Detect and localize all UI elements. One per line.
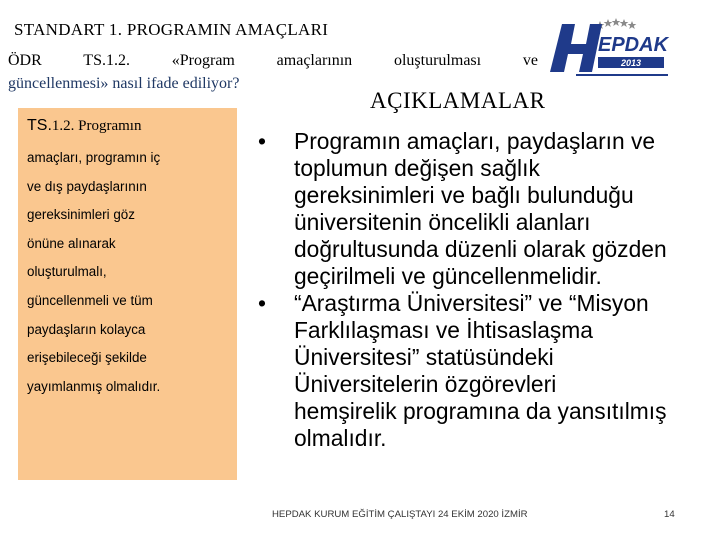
slide-subtitle-line2: güncellenmesi» nasıl ifade ediliyor? xyxy=(8,75,240,92)
side-box-line: önüne alınarak xyxy=(27,235,116,251)
logo-letter-h xyxy=(550,24,602,72)
side-box-line: paydaşların kolayca xyxy=(27,321,146,337)
bullet-marker: • xyxy=(258,290,266,316)
side-box-line: güncellenmeli ve tüm xyxy=(27,292,153,308)
logo-text: EPDAK xyxy=(598,34,669,56)
slide-title: STANDART 1. PROGRAMIN AMAÇLARI xyxy=(14,20,329,39)
section-heading: AÇIKLAMALAR xyxy=(370,88,546,113)
logo-stars xyxy=(596,18,637,29)
hepdak-logo xyxy=(548,14,670,78)
logo-underline xyxy=(576,74,668,76)
side-box-line: oluşturulmalı, xyxy=(27,264,107,280)
bullet-line: olmalıdır. xyxy=(294,425,387,451)
footer-text: HEPDAK KURUM EĞİTİM ÇALIŞTAYI 24 EKİM 2020 İZMİR xyxy=(272,509,528,520)
bullet-line: Farklılaşması ve İhtisaslaşma xyxy=(294,317,593,343)
side-box-line: yayımlanmış olmalıdır. xyxy=(27,378,161,394)
bullet-marker: • xyxy=(258,128,266,154)
bullet-line: geçirilmeli ve güncellenmelidir. xyxy=(294,263,602,289)
standard-side-box xyxy=(18,108,237,480)
bullet-line: doğrultusunda düzenli olarak gözden xyxy=(294,236,667,262)
slide-subtitle-line1: ÖDR TS.1.2. «Program amaçlarının oluşturulması ve xyxy=(8,52,538,69)
side-box-line: gereksinimleri göz xyxy=(27,207,135,223)
side-box-first-rest: 1.2. Programın xyxy=(51,118,142,134)
side-box-first-line xyxy=(27,116,229,136)
bullet-line: Üniversitelerin özgörevleri xyxy=(294,371,557,397)
side-box-line: ve dış paydaşlarının xyxy=(27,178,147,194)
bullet-line: “Araştırma Üniversitesi” ve “Misyon xyxy=(294,290,649,316)
side-box-line: amaçları, programın iç xyxy=(27,150,161,165)
bullet-line: toplumun değişen sağlık xyxy=(294,155,540,181)
bullet-item xyxy=(258,290,716,452)
bullet-line: gereksinimleri ve bağlı bulunduğu xyxy=(294,182,634,208)
side-box-line: erişebileceği şekilde xyxy=(27,350,147,366)
page-number: 14 xyxy=(664,509,675,520)
side-box-ts-prefix: TS. xyxy=(27,117,52,134)
bullet-line: hemşirelik programına da yansıtılmış xyxy=(294,398,667,424)
bullet-list xyxy=(258,128,716,452)
logo-year: 2013 xyxy=(620,58,642,68)
bullet-line: üniversitenin öncelikli alanları xyxy=(294,209,591,235)
bullet-line: Programın amaçları, paydaşların ve xyxy=(294,128,656,154)
bullet-item xyxy=(258,128,716,290)
bullet-line: Üniversitesi” statüsündeki xyxy=(294,344,554,370)
